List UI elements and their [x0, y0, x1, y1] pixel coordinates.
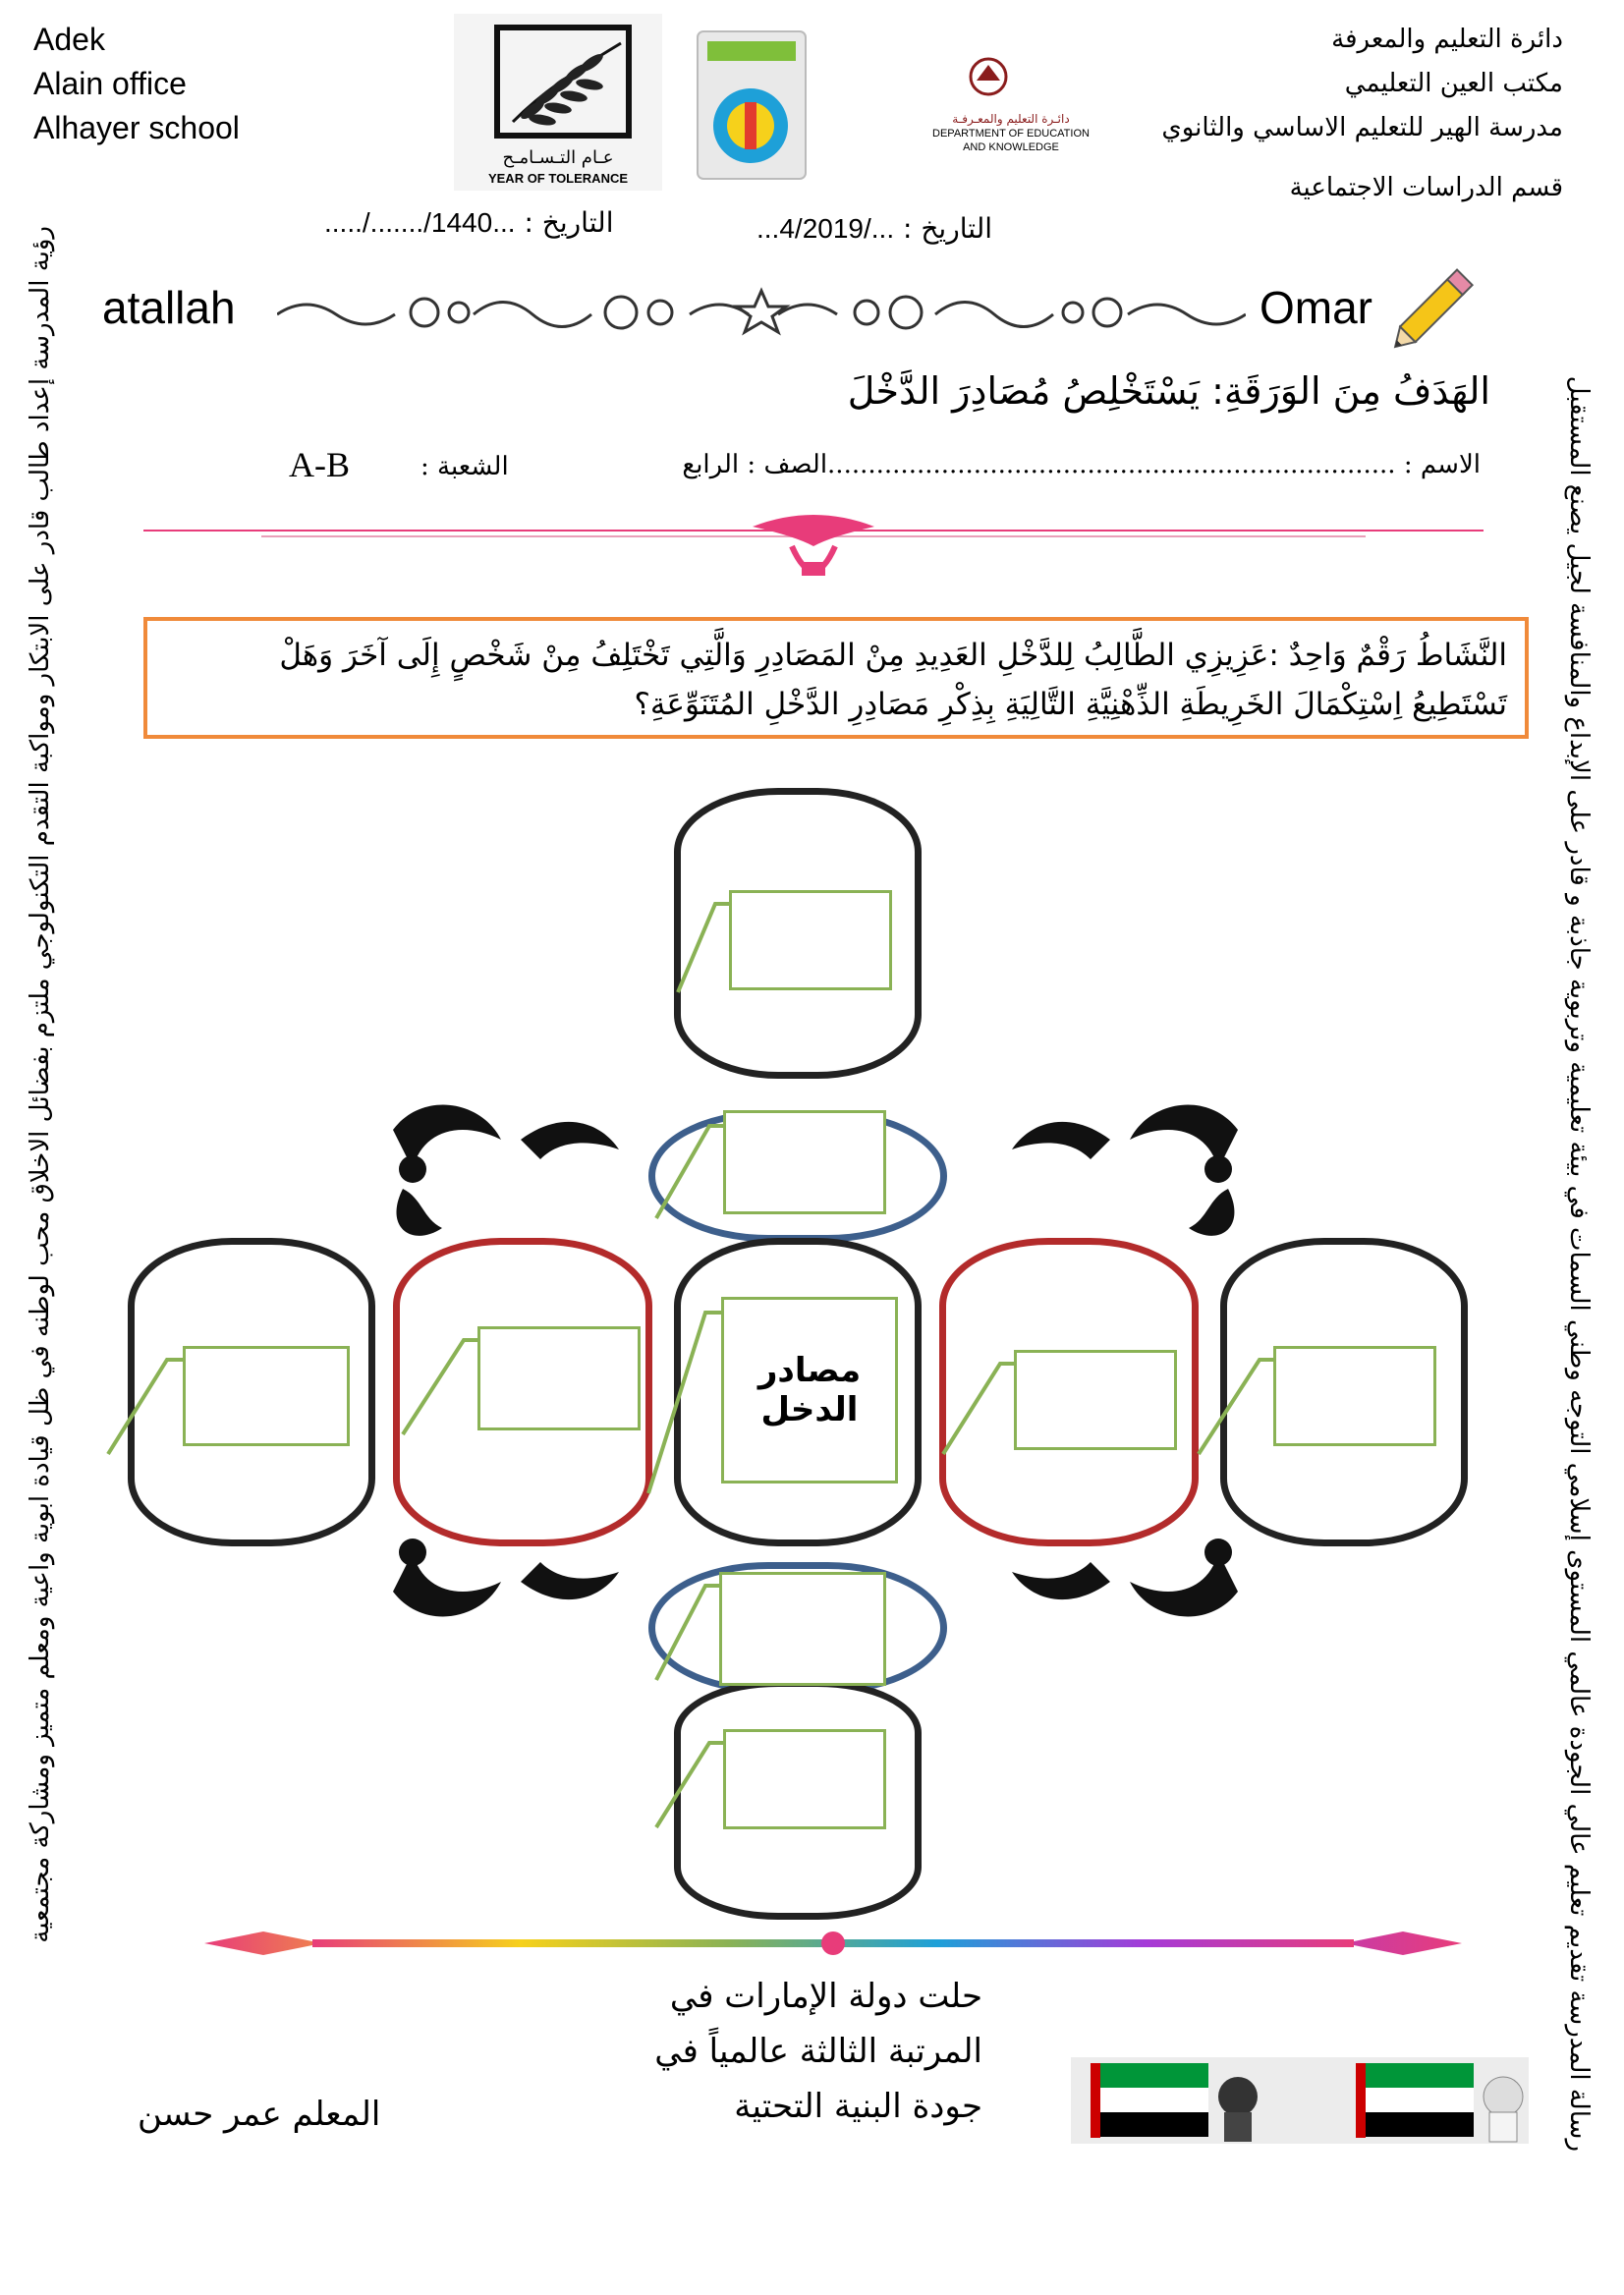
header-section-ar: قسم الدراسات الاجتماعية — [1289, 173, 1563, 202]
worksheet-objective: الهَدَفُ مِنَ الوَرَقَةِ: يَسْتَخْلِصُ مُصَادِرَ الدَّخْلَ — [847, 369, 1490, 413]
uae-fact — [550, 1969, 982, 2134]
header-office-ar: مكتب العين التعليمي — [1344, 69, 1563, 98]
year-of-tolerance-logo — [454, 14, 662, 191]
ministry-logo-arabic: دائـرة التعليم والمعـرفـة — [952, 112, 1070, 126]
school-mission-text: رسالة المدرسة تقديم تعليم عالي الجودة عالمي المستوى إسلامي التوجه وطني السمات في بيئة تعليمية وتربوية جاذبة و قادر على الإبداع والمنافسة لجيل يصنع المستقبل — [1564, 375, 1594, 2152]
hijri-date-value: ...../......./1440... — [324, 207, 516, 238]
pencil-icon — [1379, 257, 1487, 365]
answer-box-lower[interactable] — [719, 1572, 886, 1686]
header-left-block — [33, 18, 240, 150]
center-topic-line-1: مصادر — [757, 1351, 862, 1390]
decorative-divider — [143, 507, 1484, 605]
answer-box-right[interactable] — [1014, 1350, 1177, 1450]
banner-right-name: Omar — [1260, 282, 1372, 333]
answer-box-far-right[interactable] — [1273, 1346, 1436, 1446]
answer-box-upper[interactable] — [723, 1110, 886, 1214]
gregorian-date-value: ...4/2019/... — [756, 213, 895, 244]
header-right-block — [1161, 18, 1563, 210]
banner-left-name: atallah — [102, 282, 236, 333]
answer-box-left[interactable] — [477, 1326, 641, 1430]
school-vision-side — [18, 226, 67, 2152]
ministry-logo — [920, 51, 1102, 169]
decorative-banner — [277, 285, 1246, 340]
section-value: A-B — [289, 445, 350, 484]
uae-flag-image — [1071, 2057, 1529, 2144]
answer-box-bottom[interactable] — [723, 1729, 886, 1829]
answer-box-far-left[interactable] — [183, 1346, 350, 1446]
ministry-logo-english-1: DEPARTMENT OF EDUCATION — [932, 128, 1090, 140]
ribbon-divider — [204, 1924, 1462, 1963]
activity-line-2: تَسْتَطِيعُ اِسْتِكْمَالَ الخَرِيطَةِ الذِّهْنِيَّةِ التَّالِيَةِ بِذِكْرِ مَصَادِرِ الدَّخْلِ المُتَنَوِّعَةِ؟ — [634, 687, 1507, 722]
school-mission-side — [1550, 226, 1599, 2152]
uae-fact-line-3: جودة البنية التحتية — [734, 2087, 982, 2126]
student-name-line: الاسم : ......................................................................الصف : الرابع — [682, 450, 1481, 479]
header-department: دائرة التعليم والمعرفة — [1331, 25, 1563, 54]
header-school: Alhayer school — [33, 110, 240, 145]
tolerance-logo-english: YEAR OF TOLERANCE — [487, 171, 629, 186]
uae-fact-line-1: حلت دولة الإمارات في — [669, 1977, 982, 2016]
ministry-logo-english-2: AND KNOWLEDGE — [963, 141, 1059, 153]
hijri-date-label: التاريخ : — [524, 206, 614, 239]
gregorian-date-label: التاريخ : — [903, 212, 993, 245]
activity-instructions-box — [143, 617, 1529, 739]
activity-line-1: النَّشَاطُ رَقْمٌ وَاحِدٌ :عَزِيزِي الطَّالِبُ لِلدَّخْلِ العَدِيدِ مِنْ المَصَادِرِ وَالَّتِي تَخْتَلِفُ مِنْ شَخْصٍ إِلَى آخَرَ وَهَلْ — [279, 638, 1507, 673]
uae-fact-line-2: المرتبة الثالثة عالمياً في — [654, 2032, 982, 2071]
header-org: Adek — [33, 22, 105, 57]
book-icon — [692, 28, 812, 183]
section-label: الشعبة : — [420, 452, 509, 481]
header-school-ar: مدرسة الهير للتعليم الاساسي والثانوي — [1161, 113, 1563, 142]
school-vision-text: رؤية المدرسة إعداد طالب قادر على الابتكار ومواكبة التقدم التكنولوجي ملتزم بفضائل الاخلاق محب لوطنه في ظل قيادة ابوية واعية ومعلم متميز ومشاركة مجتمعية — [26, 226, 55, 1943]
header-office: Alain office — [33, 66, 187, 101]
hijri-date — [324, 206, 613, 239]
gregorian-date — [756, 212, 992, 245]
teacher-name: المعلم عمر حسن — [138, 2095, 381, 2134]
tolerance-logo-arabic: عـام التـسـامـح — [502, 147, 614, 168]
answer-box-top[interactable] — [729, 890, 892, 990]
center-topic-box — [721, 1297, 898, 1483]
center-topic-line-2: الدخل — [760, 1390, 859, 1429]
